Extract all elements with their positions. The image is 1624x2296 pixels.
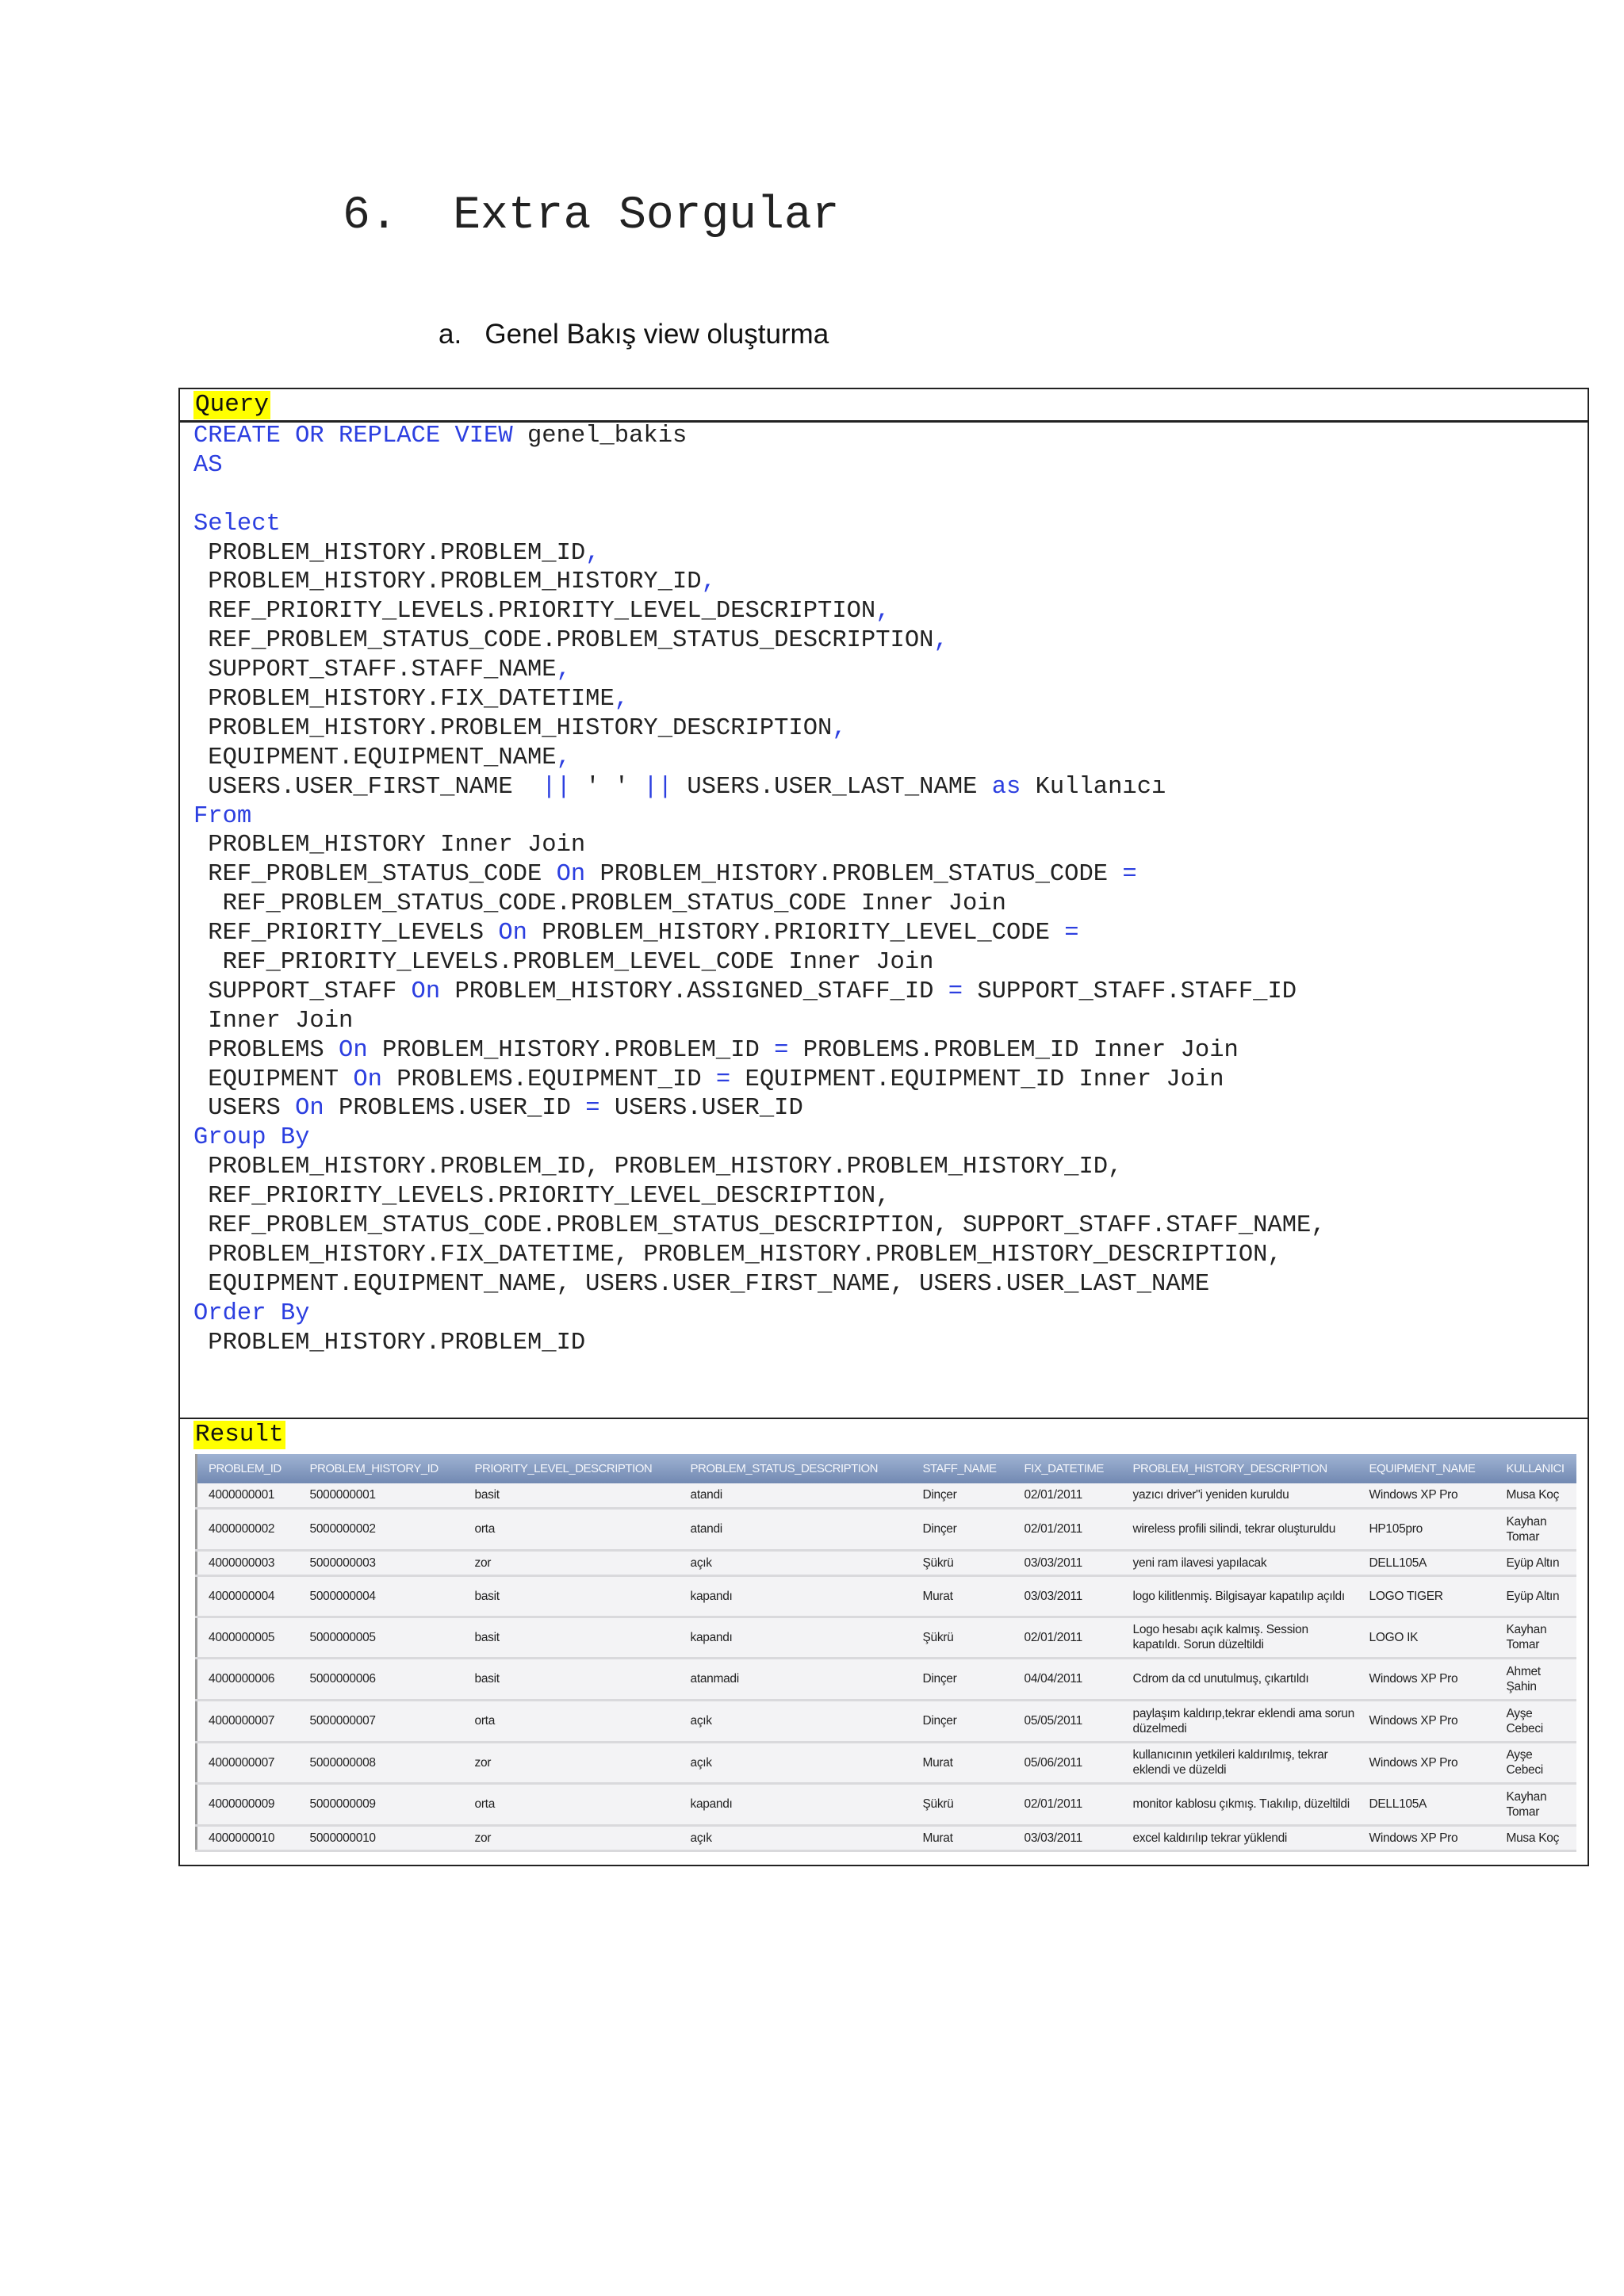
table-cell: 4000000005	[197, 1617, 304, 1658]
sql-keyword: Select	[193, 510, 281, 538]
table-cell: 05/05/2011	[1019, 1700, 1128, 1742]
table-cell: wireless profili silindi, tekrar oluşturuldu	[1128, 1508, 1364, 1550]
table-cell: 03/03/2011	[1019, 1575, 1128, 1617]
sql-text: REF_PRIORITY_LEVELS.PROBLEM_LEVEL_CODE Inner Join	[193, 949, 934, 977]
code-line	[193, 802, 1326, 832]
table-cell: Murat	[917, 1742, 1019, 1783]
sql-keyword: On	[295, 1095, 324, 1123]
sql-keyword: ,	[585, 539, 600, 567]
table-cell: yazıcı driver"i yeniden kuruldu	[1128, 1483, 1364, 1508]
code-line	[193, 1241, 1326, 1270]
code-line	[193, 978, 1326, 1007]
table-cell: açık	[685, 1742, 917, 1783]
table-cell: 4000000010	[197, 1825, 304, 1850]
table-cell: 02/01/2011	[1019, 1617, 1128, 1658]
table-cell: açık	[685, 1550, 917, 1575]
table-cell: atandi	[685, 1483, 917, 1508]
sql-keyword: ,	[556, 656, 571, 684]
sql-keyword: On	[353, 1066, 382, 1093]
code-line	[193, 597, 1326, 626]
sql-keyword: Group By	[193, 1124, 310, 1152]
sql-text: REF_PRIORITY_LEVELS.PRIORITY_LEVEL_DESCRIPTION,	[193, 1183, 891, 1211]
column-header-kullanici[interactable]: KULLANICI	[1501, 1454, 1576, 1483]
code-line	[193, 831, 1326, 860]
sql-text: SUPPORT_STAFF.STAFF_ID	[963, 978, 1297, 1005]
table-cell: 5000000010	[304, 1825, 469, 1850]
table-cell: 02/01/2011	[1019, 1483, 1128, 1508]
sql-text: PROBLEMS.PROBLEM_ID Inner Join	[788, 1036, 1239, 1064]
code-line	[193, 626, 1326, 656]
table-row[interactable]	[197, 1575, 1576, 1617]
table-cell: Şükrü	[917, 1783, 1019, 1825]
code-line	[193, 685, 1326, 714]
code-line	[193, 1153, 1326, 1182]
table-cell: 4000000002	[197, 1508, 304, 1550]
table-header-row	[197, 1454, 1576, 1483]
sql-text: PROBLEMS	[193, 1036, 339, 1064]
table-cell: Ayşe Cebeci	[1501, 1700, 1576, 1742]
query-label: Query	[195, 391, 270, 419]
column-header-problem-id[interactable]: PROBLEM_ID	[197, 1454, 304, 1483]
sql-text: REF_PROBLEM_STATUS_CODE	[193, 861, 557, 889]
sql-keyword: From	[193, 802, 252, 830]
query-label-row	[180, 389, 1588, 423]
table-cell: 5000000008	[304, 1742, 469, 1783]
sql-text: PROBLEM_HISTORY.PROBLEM_STATUS_CODE	[585, 861, 1123, 889]
table-row[interactable]	[197, 1700, 1576, 1742]
table-cell: 5000000009	[304, 1783, 469, 1825]
table-cell: orta	[469, 1700, 685, 1742]
table-row[interactable]	[197, 1658, 1576, 1700]
table-cell: 4000000003	[197, 1550, 304, 1575]
sql-text: EQUIPMENT.EQUIPMENT_NAME	[193, 744, 557, 771]
table-cell: HP105pro	[1364, 1508, 1501, 1550]
table-cell: LOGO IK	[1364, 1617, 1501, 1658]
table-cell: atanmadi	[685, 1658, 917, 1700]
code-line	[193, 1094, 1326, 1123]
table-cell: açık	[685, 1700, 917, 1742]
table-row[interactable]	[197, 1550, 1576, 1575]
table-cell: Cdrom da cd unutulmuş, çıkartıldı	[1128, 1658, 1364, 1700]
code-line	[193, 919, 1326, 948]
sql-keyword: ,	[832, 714, 847, 742]
sql-text: EQUIPMENT.EQUIPMENT_NAME, USERS.USER_FIRST_NAME, USERS.USER_LAST_NAME	[193, 1270, 1210, 1298]
sql-text: PROBLEMS.USER_ID	[324, 1095, 586, 1123]
code-line	[193, 1182, 1326, 1211]
sql-text: PROBLEM_HISTORY.PROBLEM_ID	[367, 1036, 775, 1064]
table-cell: 4000000001	[197, 1483, 304, 1508]
section-number: 6.	[343, 190, 398, 242]
sql-text: Kullanıcı	[1021, 773, 1166, 801]
sql-keyword: =	[948, 978, 963, 1005]
table-cell: Logo hesabı açık kalmış. Session kapatıldı. Sorun düzeltildi	[1128, 1617, 1364, 1658]
sql-keyword: ,	[701, 568, 716, 596]
sql-text: REF_PRIORITY_LEVELS	[193, 920, 499, 947]
table-cell: Windows XP Pro	[1364, 1825, 1501, 1850]
code-line	[193, 422, 1326, 451]
code-line	[193, 1007, 1326, 1036]
sql-keyword: ||	[643, 773, 673, 801]
table-cell: Musa Koç	[1501, 1825, 1576, 1850]
sql-keyword: =	[774, 1036, 789, 1064]
sql-text: USERS.USER_FIRST_NAME	[193, 773, 542, 801]
table-cell: 4000000007	[197, 1700, 304, 1742]
code-line	[193, 773, 1326, 802]
table-cell: 5000000006	[304, 1658, 469, 1700]
query-result-box	[178, 388, 1589, 1866]
table-cell: Murat	[917, 1575, 1019, 1617]
table-cell: 5000000003	[304, 1550, 469, 1575]
sql-keyword: Order By	[193, 1299, 310, 1327]
sql-text: REF_PROBLEM_STATUS_CODE.PROBLEM_STATUS_CODE Inner Join	[193, 890, 1006, 918]
sql-text: SUPPORT_STAFF.STAFF_NAME	[193, 656, 557, 684]
code-line	[193, 948, 1326, 978]
sql-keyword: AS	[193, 451, 223, 479]
table-cell: Dinçer	[917, 1508, 1019, 1550]
sql-keyword: On	[556, 861, 586, 889]
sql-keyword: as	[991, 773, 1021, 801]
sql-keyword: =	[715, 1066, 731, 1093]
sql-text: PROBLEM_HISTORY.PROBLEM_ID, PROBLEM_HISTORY.PROBLEM_HISTORY_ID,	[193, 1154, 1123, 1181]
table-cell: basit	[469, 1483, 685, 1508]
table-cell: kapandı	[685, 1575, 917, 1617]
table-cell: 04/04/2011	[1019, 1658, 1128, 1700]
table-cell: kullanıcının yetkileri kaldırılmış, tekrar eklendi ve düzeldi	[1128, 1742, 1364, 1783]
table-cell: 4000000007	[197, 1742, 304, 1783]
code-line	[193, 451, 1326, 480]
table-cell: 03/03/2011	[1019, 1550, 1128, 1575]
column-header-problem-history-description[interactable]: PROBLEM_HISTORY_DESCRIPTION	[1128, 1454, 1364, 1483]
code-line	[193, 744, 1326, 773]
table-cell: 5000000001	[304, 1483, 469, 1508]
sql-text: REF_PROBLEM_STATUS_CODE.PROBLEM_STATUS_DESCRIPTION	[193, 627, 934, 655]
code-line	[193, 714, 1326, 744]
subsection-heading	[439, 319, 829, 350]
table-cell: excel kaldırılıp tekrar yüklendi	[1128, 1825, 1364, 1850]
sql-text: PROBLEM_HISTORY.PROBLEM_HISTORY_DESCRIPTION	[193, 714, 833, 742]
sql-keyword: ,	[933, 627, 948, 655]
column-header-priority-level-description[interactable]: PRIORITY_LEVEL_DESCRIPTION	[469, 1454, 685, 1483]
result-label: Result	[195, 1421, 284, 1448]
sql-text: SUPPORT_STAFF	[193, 978, 412, 1005]
table-cell: 05/06/2011	[1019, 1742, 1128, 1783]
table-cell: orta	[469, 1783, 685, 1825]
sql-text: PROBLEM_HISTORY.ASSIGNED_STAFF_ID	[440, 978, 948, 1005]
table-cell: Şükrü	[917, 1617, 1019, 1658]
sql-keyword: =	[1122, 861, 1137, 889]
table-cell: Eyüp Altın	[1501, 1575, 1576, 1617]
sql-text: EQUIPMENT	[193, 1066, 354, 1093]
code-line	[193, 656, 1326, 685]
table-cell: Dinçer	[917, 1700, 1019, 1742]
subsection-letter: a.	[439, 319, 462, 350]
code-line	[193, 480, 1326, 510]
column-header-fix-datetime[interactable]: FIX_DATETIME	[1019, 1454, 1128, 1483]
sql-text: genel_bakis	[512, 423, 688, 450]
table-cell: 4000000006	[197, 1658, 304, 1700]
table-cell: kapandı	[685, 1617, 917, 1658]
code-line	[193, 890, 1326, 919]
code-line	[193, 1329, 1326, 1358]
table-cell: 5000000002	[304, 1508, 469, 1550]
table-cell: Windows XP Pro	[1364, 1700, 1501, 1742]
table-cell: LOGO TIGER	[1364, 1575, 1501, 1617]
code-line	[193, 568, 1326, 597]
sql-keyword: On	[411, 978, 441, 1005]
column-header-problem-status-description[interactable]: PROBLEM_STATUS_DESCRIPTION	[685, 1454, 917, 1483]
sql-keyword: ,	[875, 598, 891, 626]
table-cell: zor	[469, 1742, 685, 1783]
table-cell: Windows XP Pro	[1364, 1483, 1501, 1508]
sql-text: PROBLEM_HISTORY.PRIORITY_LEVEL_CODE	[527, 920, 1065, 947]
sql-text: REF_PRIORITY_LEVELS.PRIORITY_LEVEL_DESCRIPTION	[193, 598, 876, 626]
table-cell: Şükrü	[917, 1550, 1019, 1575]
sql-text: Inner Join	[193, 1007, 354, 1035]
table-cell: açık	[685, 1825, 917, 1850]
result-label-row	[180, 1418, 1588, 1449]
code-line	[193, 539, 1326, 568]
sql-keyword: ||	[542, 773, 571, 801]
section-heading	[343, 190, 840, 242]
table-row[interactable]	[197, 1825, 1576, 1850]
table-cell: 5000000004	[304, 1575, 469, 1617]
code-line	[193, 1123, 1326, 1153]
table-cell: Dinçer	[917, 1658, 1019, 1700]
table-cell: DELL105A	[1364, 1783, 1501, 1825]
table-cell: 4000000004	[197, 1575, 304, 1617]
table-cell: monitor kablosu çıkmış. Tıakılıp, düzeltildi	[1128, 1783, 1364, 1825]
table-cell: zor	[469, 1550, 685, 1575]
table-cell: basit	[469, 1575, 685, 1617]
table-cell: Dinçer	[917, 1483, 1019, 1508]
sql-text: USERS.USER_ID	[599, 1095, 803, 1123]
table-row[interactable]	[197, 1483, 1576, 1508]
table-cell: logo kilitlenmiş. Bilgisayar kapatılıp açıldı	[1128, 1575, 1364, 1617]
table-cell: 5000000007	[304, 1700, 469, 1742]
sql-text: PROBLEM_HISTORY Inner Join	[193, 832, 586, 859]
sql-keyword: =	[1064, 920, 1079, 947]
table-cell: atandi	[685, 1508, 917, 1550]
table-cell: Kayhan Tomar	[1501, 1508, 1576, 1550]
section-title: Extra Sorgular	[453, 190, 840, 242]
sql-text: PROBLEM_HISTORY.PROBLEM_ID	[193, 1329, 586, 1357]
code-line	[193, 510, 1326, 539]
column-header-equipment-name[interactable]: EQUIPMENT_NAME	[1364, 1454, 1501, 1483]
table-cell: orta	[469, 1508, 685, 1550]
subsection-title: Genel Bakış view oluşturma	[485, 319, 829, 350]
sql-keyword: =	[585, 1095, 600, 1123]
table-cell: Kayhan Tomar	[1501, 1617, 1576, 1658]
code-line	[193, 1211, 1326, 1241]
sql-keyword: On	[498, 920, 527, 947]
table-cell: 02/01/2011	[1019, 1783, 1128, 1825]
table-row[interactable]	[197, 1742, 1576, 1783]
sql-text: PROBLEM_HISTORY.PROBLEM_HISTORY_ID	[193, 568, 702, 596]
table-cell: Musa Koç	[1501, 1483, 1576, 1508]
table-cell: DELL105A	[1364, 1550, 1501, 1575]
sql-keyword: ,	[556, 744, 571, 771]
table-row[interactable]	[197, 1508, 1576, 1550]
table-cell: Eyüp Altın	[1501, 1550, 1576, 1575]
code-line	[193, 1299, 1326, 1329]
code-line	[193, 1066, 1326, 1095]
table-row[interactable]	[197, 1783, 1576, 1825]
table-cell: paylaşım kaldırıp,tekrar eklendi ama sorun düzelmedi	[1128, 1700, 1364, 1742]
table-cell: Murat	[917, 1825, 1019, 1850]
table-cell: basit	[469, 1658, 685, 1700]
table-cell: 02/01/2011	[1019, 1508, 1128, 1550]
sql-text: PROBLEM_HISTORY.FIX_DATETIME, PROBLEM_HISTORY.PROBLEM_HISTORY_DESCRIPTION,	[193, 1241, 1282, 1269]
sql-text: PROBLEMS.EQUIPMENT_ID	[381, 1066, 716, 1093]
sql-text: PROBLEM_HISTORY.FIX_DATETIME	[193, 686, 615, 714]
table-cell: Ahmet Şahin	[1501, 1658, 1576, 1700]
column-header-staff-name[interactable]: STAFF_NAME	[917, 1454, 1019, 1483]
table-cell: zor	[469, 1825, 685, 1850]
table-cell: kapandı	[685, 1783, 917, 1825]
sql-keyword: ,	[614, 686, 630, 714]
code-line	[193, 1036, 1326, 1066]
sql-code-block	[193, 422, 1326, 1358]
table-cell: 4000000009	[197, 1783, 304, 1825]
code-line	[193, 860, 1326, 890]
table-cell: 5000000005	[304, 1617, 469, 1658]
sql-text: ' '	[570, 773, 644, 801]
result-table	[195, 1454, 1576, 1852]
sql-text: REF_PROBLEM_STATUS_CODE.PROBLEM_STATUS_DESCRIPTION, SUPPORT_STAFF.STAFF_NAME,	[193, 1212, 1326, 1240]
sql-text: USERS.USER_LAST_NAME	[672, 773, 992, 801]
table-cell: Windows XP Pro	[1364, 1658, 1501, 1700]
table-cell: 03/03/2011	[1019, 1825, 1128, 1850]
table-row[interactable]	[197, 1617, 1576, 1658]
code-line	[193, 1270, 1326, 1299]
table-cell: yeni ram ilavesi yapılacak	[1128, 1550, 1364, 1575]
sql-keyword: On	[339, 1036, 368, 1064]
table-cell: basit	[469, 1617, 685, 1658]
table-cell: Windows XP Pro	[1364, 1742, 1501, 1783]
table-cell: Ayşe Cebeci	[1501, 1742, 1576, 1783]
sql-text: USERS	[193, 1095, 296, 1123]
sql-keyword: CREATE OR REPLACE VIEW	[193, 423, 513, 450]
sql-text: PROBLEM_HISTORY.PROBLEM_ID	[193, 539, 586, 567]
column-header-problem-history-id[interactable]: PROBLEM_HISTORY_ID	[304, 1454, 469, 1483]
table-cell: Kayhan Tomar	[1501, 1783, 1576, 1825]
sql-text: EQUIPMENT.EQUIPMENT_ID Inner Join	[730, 1066, 1224, 1093]
